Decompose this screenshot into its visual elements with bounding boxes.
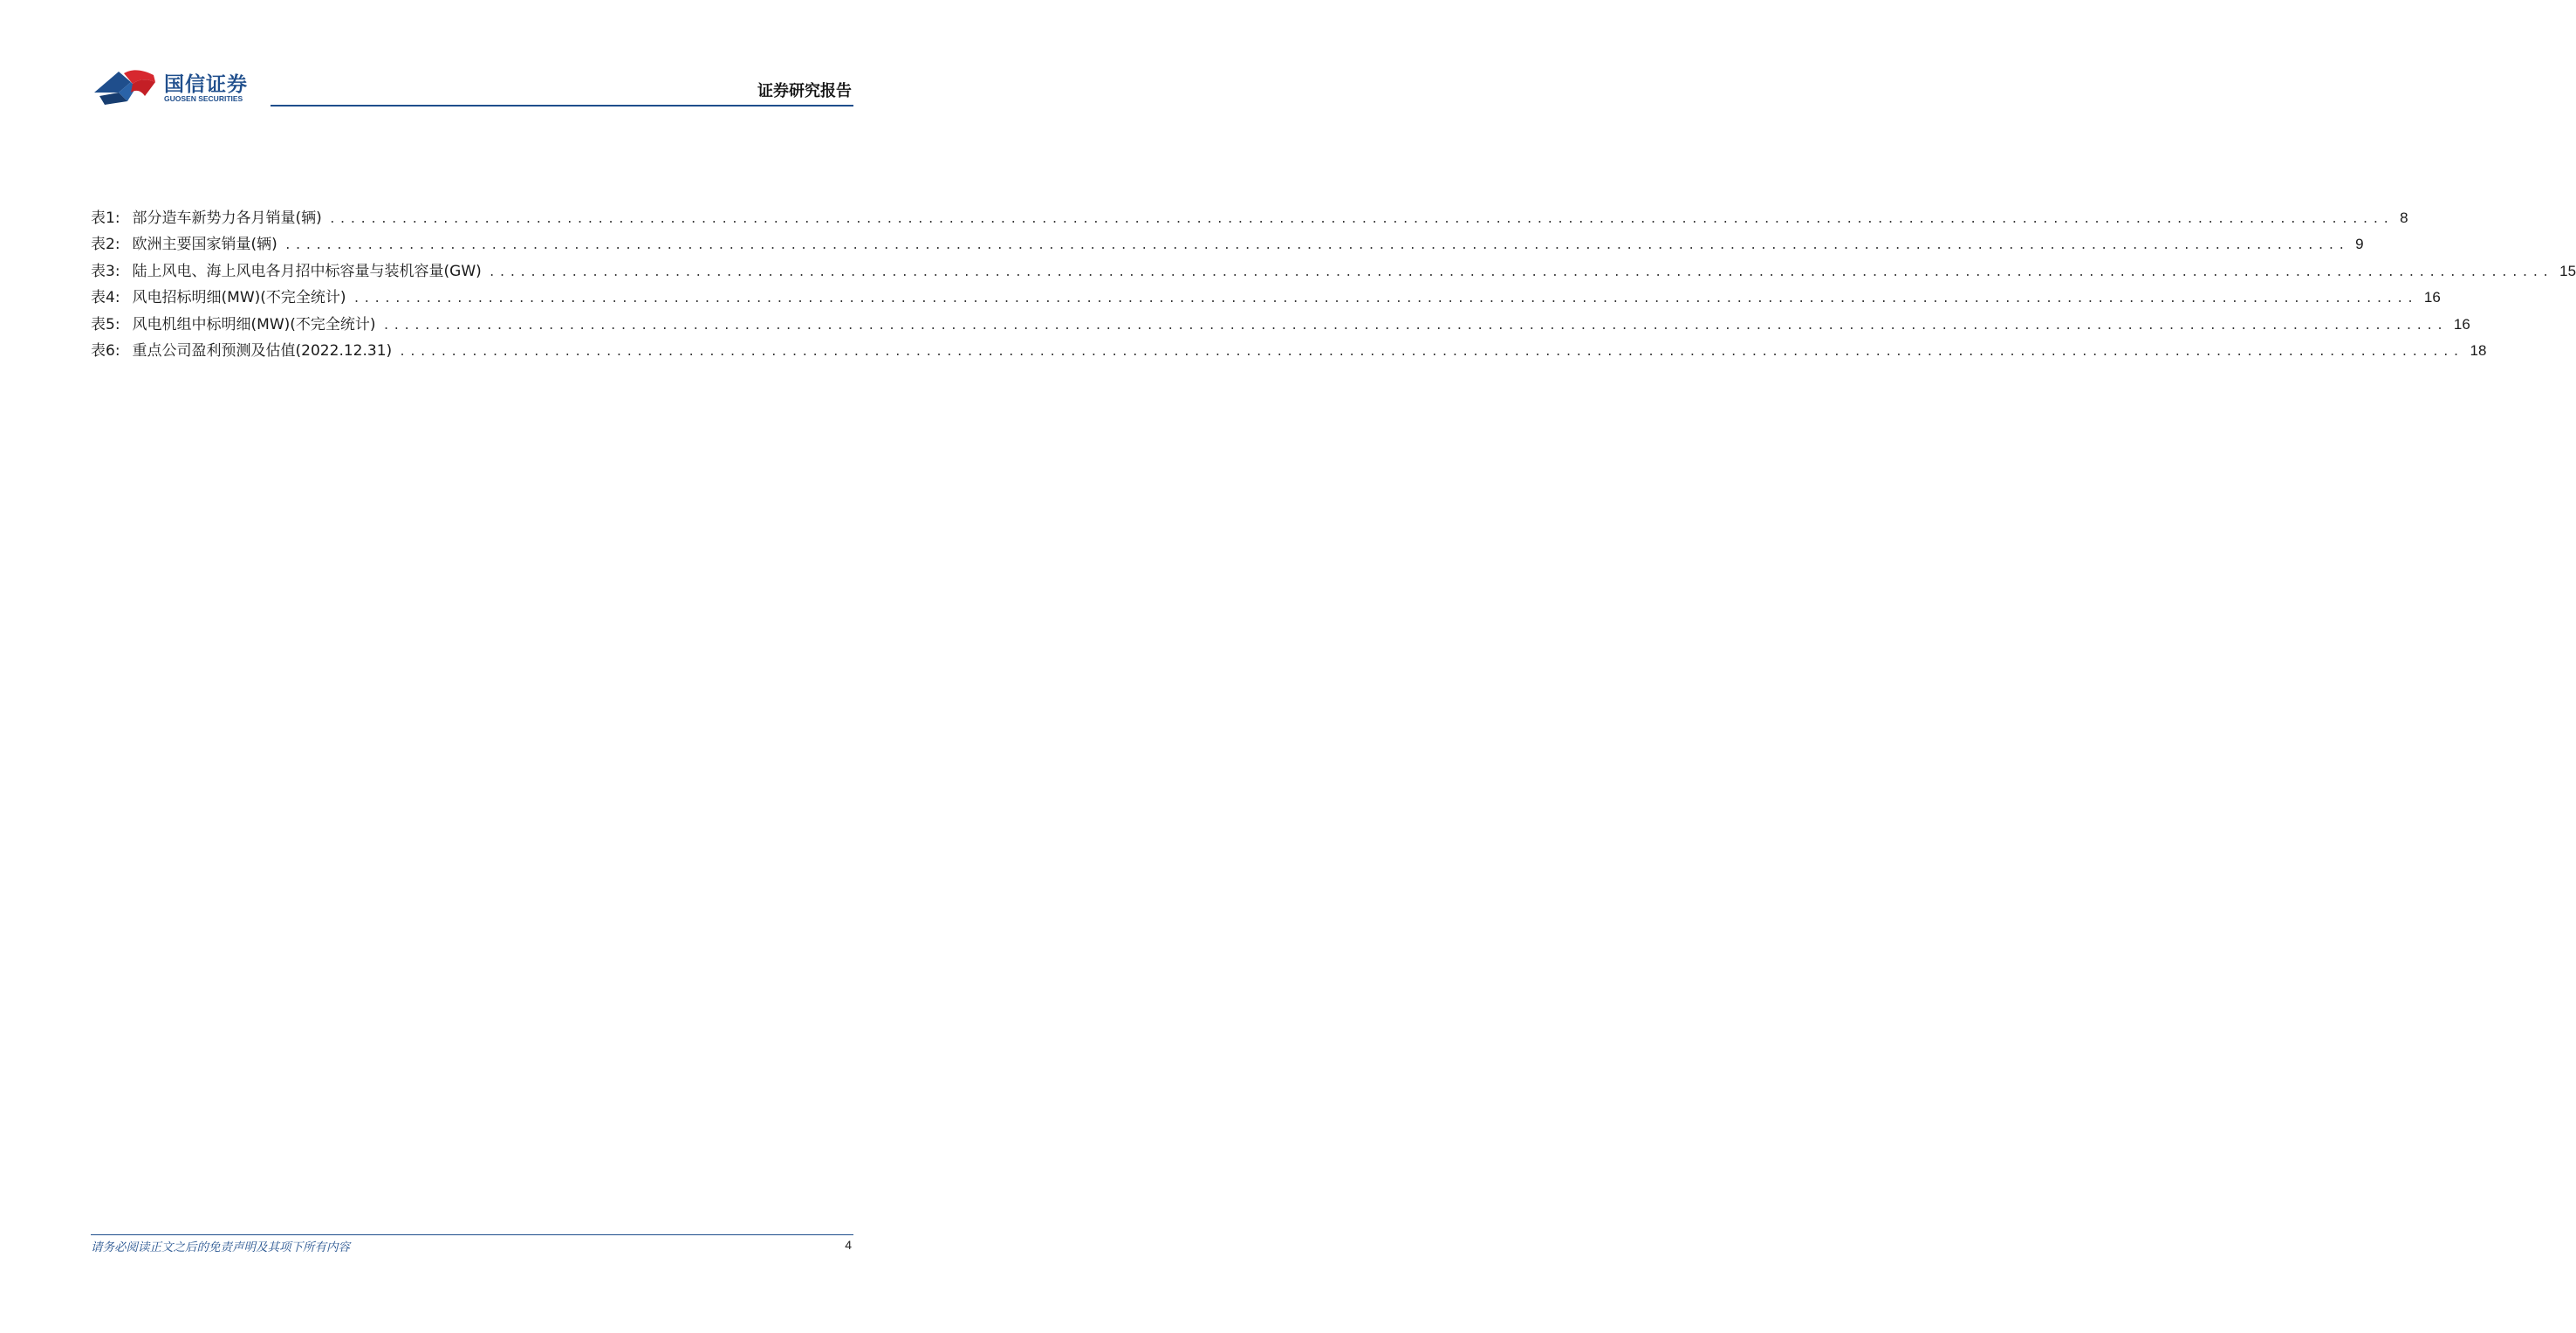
toc-entry-label: 表5: xyxy=(91,315,120,333)
page-number: 4 xyxy=(845,1238,852,1252)
toc-entry-page: 8 xyxy=(2400,210,2408,226)
toc-entry-title: 部分造车新势力各月销量(辆) xyxy=(132,210,322,227)
report-type-label: 证券研究报告 xyxy=(757,82,852,100)
footer-disclaimer: 请务必阅读正文之后的免责声明及其项下所有内容 xyxy=(91,1240,350,1254)
toc-entry-page: 18 xyxy=(2470,341,2487,359)
toc-entry-title: 风电机组中标明细(MW)(不完全统计) xyxy=(132,315,376,333)
toc-entry[interactable] xyxy=(91,258,2576,285)
toc-entry-label: 表6: xyxy=(91,341,120,360)
brand-name-en: GUOSEN SECURITIES xyxy=(164,94,243,103)
toc-dot-leader: ........................................................................................................................................................................................................ xyxy=(382,319,2447,333)
table-of-tables xyxy=(91,205,2576,364)
toc-entry[interactable] xyxy=(91,285,2441,311)
toc-entry-page: 16 xyxy=(2423,289,2441,306)
toc-entry[interactable] xyxy=(91,338,2487,364)
toc-dot-leader: ........................................................................................................................................................................................................ xyxy=(488,265,2553,279)
guosen-logo-icon xyxy=(92,66,162,108)
toc-entry-label: 表2: xyxy=(91,236,120,254)
toc-entry[interactable] xyxy=(91,205,2408,231)
toc-entry-title: 风电招标明细(MW)(不完全统计) xyxy=(132,289,346,307)
toc-entry-page: 16 xyxy=(2453,315,2470,333)
toc-dot-leader: ........................................................................................................................................................................................................ xyxy=(328,213,2394,226)
toc-entry-title: 欧洲主要国家销量(辆) xyxy=(132,236,277,254)
guosen-logo xyxy=(92,66,258,108)
toc-dot-leader: ........................................................................................................................................................................................................ xyxy=(353,292,2417,306)
toc-entry-label: 表1: xyxy=(91,210,120,227)
toc-entry[interactable] xyxy=(91,312,2470,338)
toc-entry-title: 重点公司盈利预测及估值(2022.12.31) xyxy=(132,341,393,360)
toc-entry-label: 表4: xyxy=(91,289,120,307)
toc-entry[interactable] xyxy=(91,231,2364,258)
toc-entry-label: 表3: xyxy=(91,262,120,280)
toc-dot-leader: ........................................................................................................................................................................................................ xyxy=(284,239,2349,253)
header-divider xyxy=(271,105,853,107)
toc-entry-title: 陆上风电、海上风电各月招中标容量与装机容量(GW) xyxy=(132,262,482,280)
toc-entry-page: 9 xyxy=(2355,236,2364,253)
toc-entry-page: 15 xyxy=(2559,262,2576,279)
footer-divider xyxy=(91,1234,853,1235)
toc-dot-leader: ........................................................................................................................................................................................................ xyxy=(399,345,2463,359)
brand-name-cn: 国信证券 xyxy=(164,73,248,96)
